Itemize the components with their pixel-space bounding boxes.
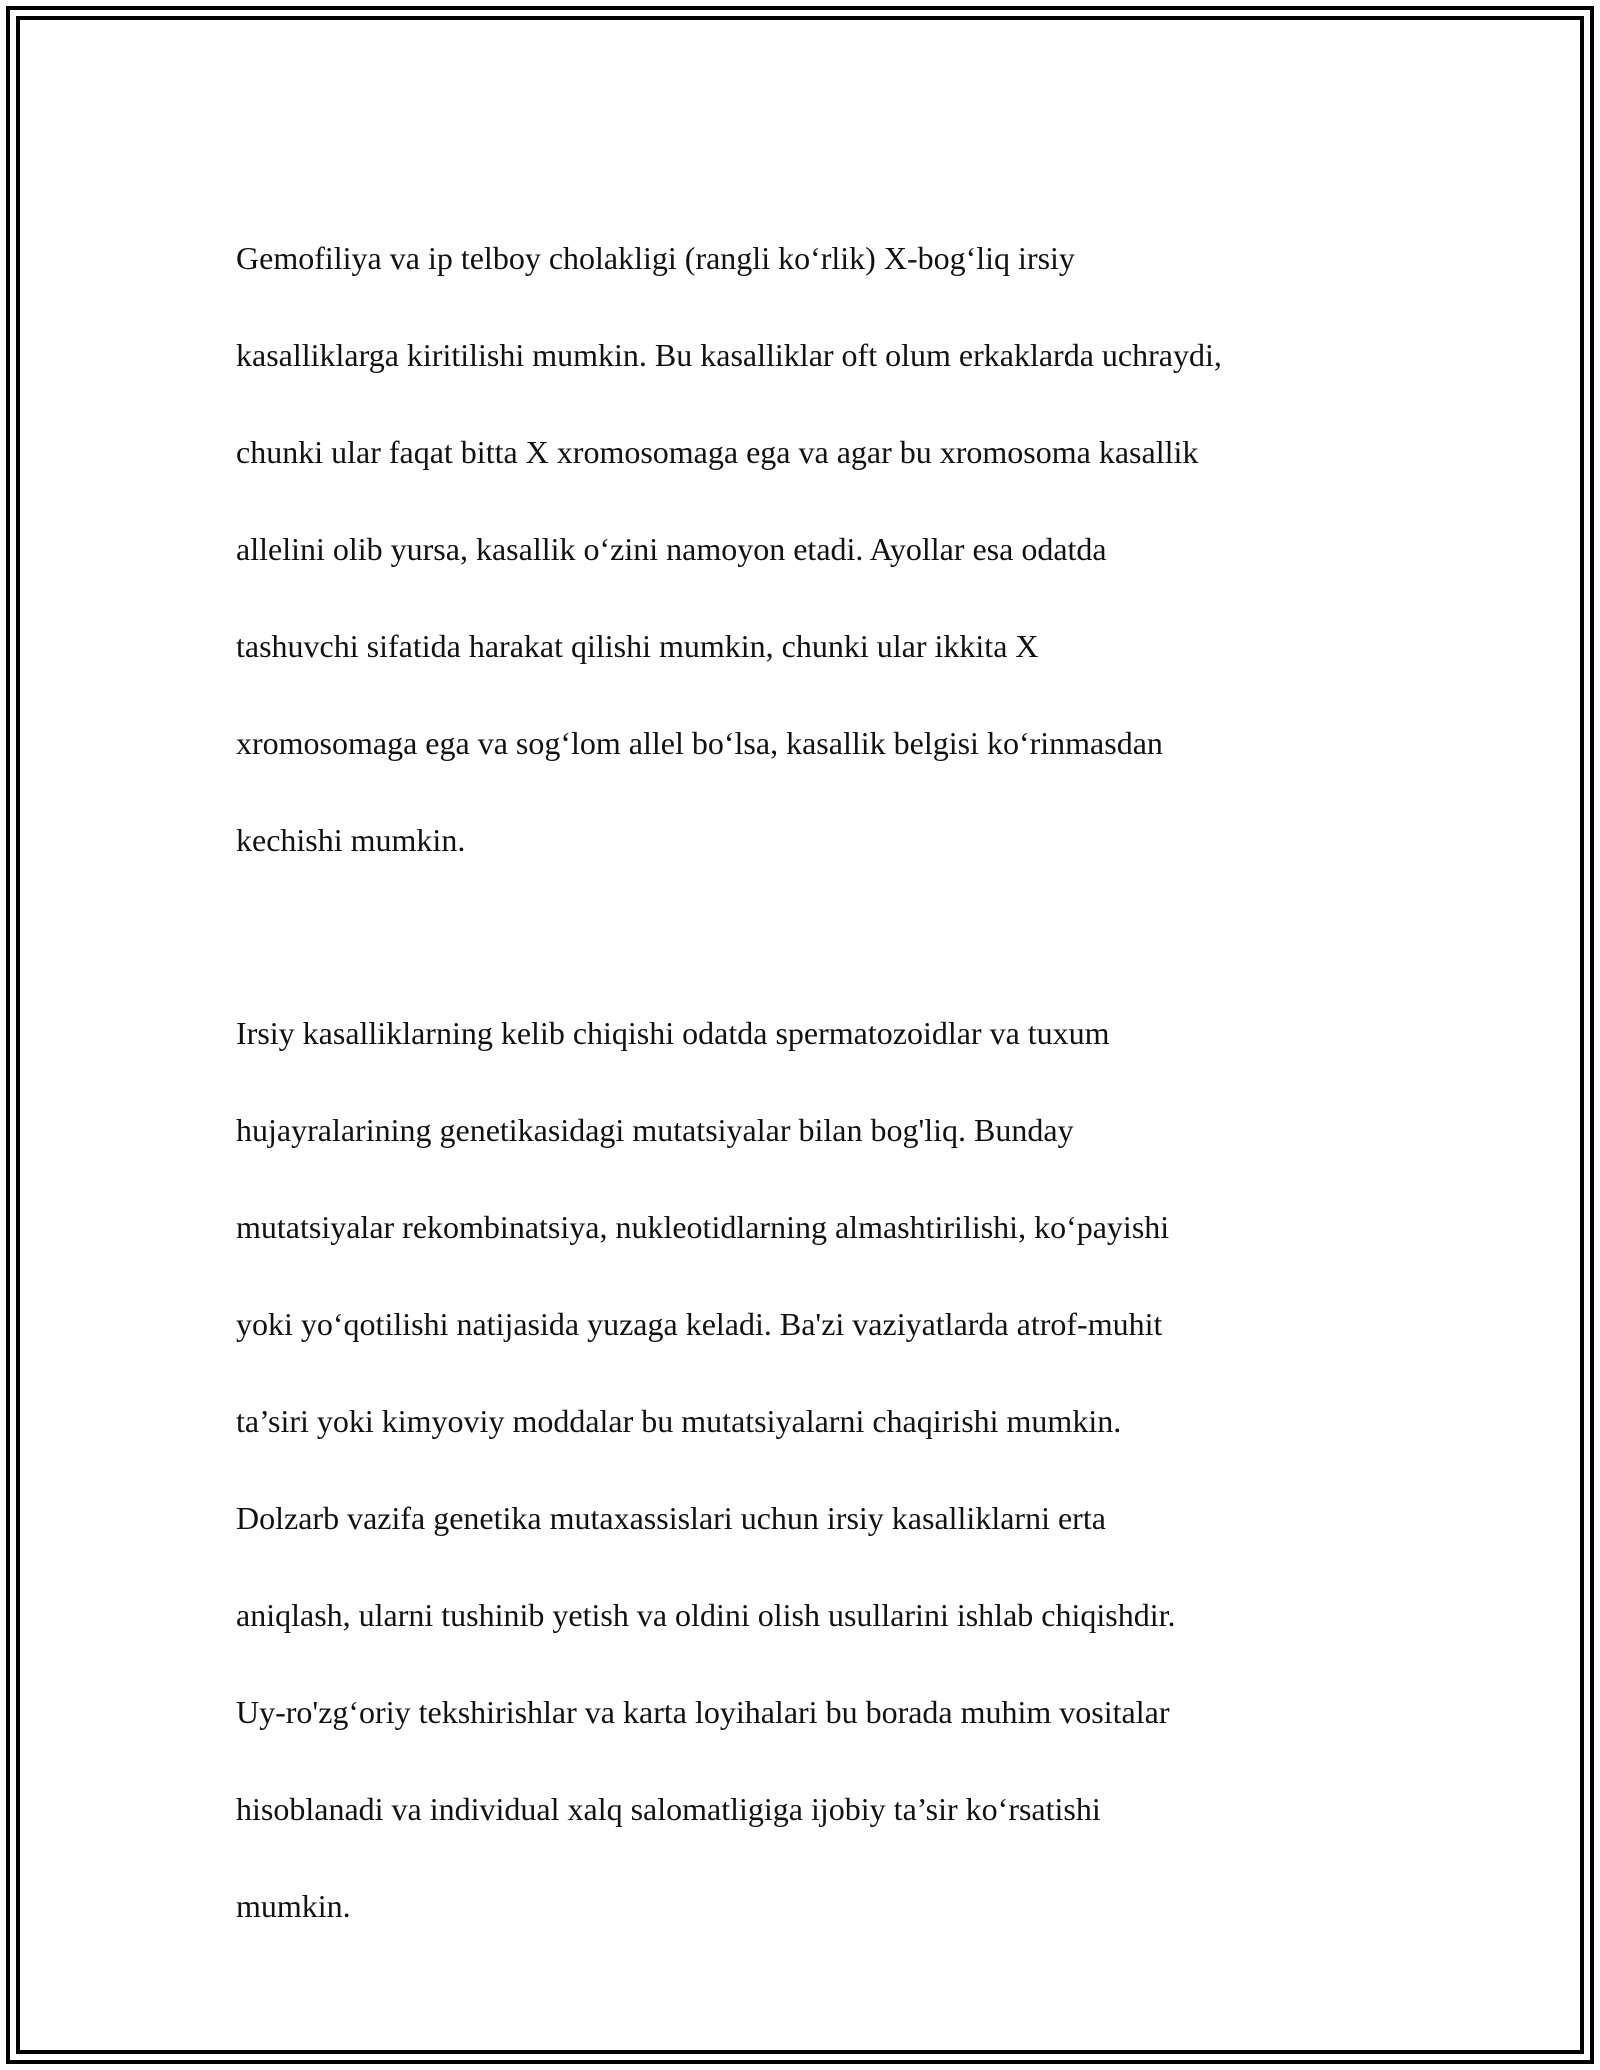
text-line: Dolzarb vazifa genetika mutaxassislari uchun irsiy kasalliklarni erta [236,1500,1106,1536]
paragraph-1 [236,185,1376,913]
text-line: tashuvchi sifatida harakat qilishi mumkin, chunki ular ikkita X [236,627,1039,664]
text-line: Uy-ro'zg‘oriy tekshirishlar va karta loyihalari bu borada muhim vositalar [236,1694,1170,1730]
text-line: chunki ular faqat bitta X xromosomaga ega va agar bu xromosoma kasallik [236,433,1199,470]
text-line: Irsiy kasalliklarning kelib chiqishi odatda spermatozoidlar va tuxum [236,1015,1110,1051]
text-line: hujayralarining genetikasidagi mutatsiyalar bilan bog'liq. Bunday [236,1112,1074,1148]
text-line: kechishi mumkin. [236,821,466,858]
text-line: aniqlash, ularni tushinib yetish va oldini olish usullarini ishlab chiqishdir. [236,1597,1176,1633]
text-line: kasalliklarga kiritilishi mumkin. Bu kasalliklar oft olum erkaklarda uchraydi, [236,336,1222,373]
text-line: ta’siri yoki kimyoviy moddalar bu mutatsiyalarni chaqirishi mumkin. [236,1403,1122,1439]
text-line: Gemofiliya va ip telboy cholakligi (rangli ko‘rlik) X-bog‘liq irsiy [236,239,1075,276]
text-line: allelini olib yursa, kasallik o‘zini namoyon etadi. Ayollar esa odatda [236,530,1107,567]
document-body [236,185,1376,2027]
text-line: mumkin. [236,1888,351,1924]
text-line: mutatsiyalar rekombinatsiya, nukleotidlarning almashtirilishi, ko‘payishi [236,1209,1170,1245]
paragraph-2 [236,961,1376,1980]
text-line: hisoblanadi va individual xalq salomatligiga ijobiy ta’sir ko‘rsatishi [236,1791,1101,1827]
text-line: yoki yo‘qotilishi natijasida yuzaga keladi. Ba'zi vaziyatlarda atrof-muhit [236,1306,1163,1342]
text-line: xromosomaga ega va sog‘lom allel bo‘lsa, kasallik belgisi ko‘rinmasdan [236,724,1163,761]
